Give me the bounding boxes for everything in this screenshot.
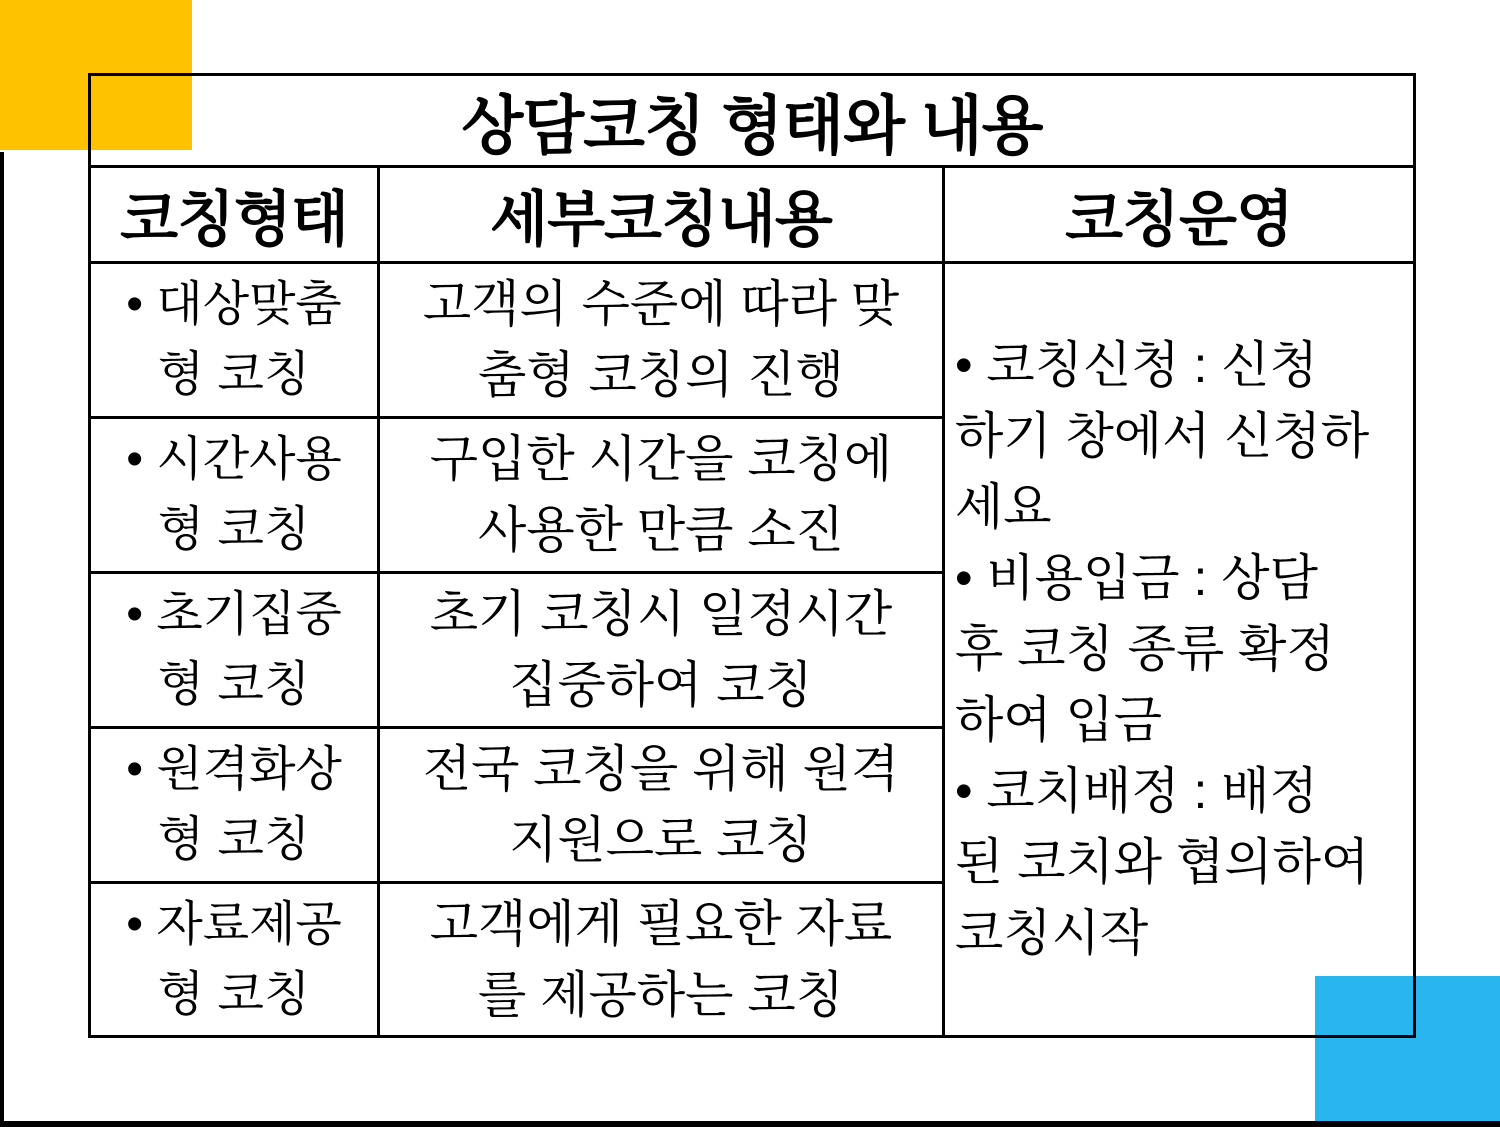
detail-line: 구입한 시간을 코칭에 xyxy=(429,431,893,487)
type-line: 형 코칭 xyxy=(157,813,311,866)
type-cell-row2 xyxy=(91,419,380,574)
type-cell-row4 xyxy=(91,729,380,884)
detail-cell-row1 xyxy=(380,264,945,419)
detail-cell-row3 xyxy=(380,574,945,729)
header-cell-type: 코칭형태 xyxy=(91,168,380,264)
type-line: 형 코칭 xyxy=(157,348,311,401)
detail-line: 고객에게 필요한 자료 xyxy=(429,895,893,952)
detail-line: 를 제공하는 코칭 xyxy=(478,966,844,1023)
type-line: • 초기집중 xyxy=(126,588,342,641)
type-line: 형 코칭 xyxy=(157,503,311,556)
coaching-table xyxy=(88,73,1416,1038)
operation-line: • 코치배정 : 배정 xyxy=(955,763,1318,819)
operation-line: 하여 입금 xyxy=(955,692,1163,748)
detail-line: 춤형 코칭의 진행 xyxy=(478,347,844,403)
operation-cell xyxy=(945,264,1413,1035)
operation-line: 후 코칭 종류 확정 xyxy=(955,621,1335,677)
type-cell-row1 xyxy=(91,264,380,419)
detail-line: 집중하여 코칭 xyxy=(509,657,813,713)
slide-frame-left-line xyxy=(0,152,4,1127)
detail-line: 사용한 만큼 소진 xyxy=(478,502,844,558)
detail-line: 초기 코칭시 일정시간 xyxy=(429,586,893,642)
slide-frame-bottom-line xyxy=(0,1121,1500,1127)
table-title: 상담코칭 형태와 내용 xyxy=(91,76,1413,168)
type-line: • 원격화상 xyxy=(126,743,342,796)
operation-line: 코칭시작 xyxy=(955,905,1149,961)
header-cell-operation: 코칭운영 xyxy=(945,168,1413,264)
operation-line: • 비용입금 : 상담 xyxy=(955,550,1318,606)
type-line: • 자료제공 xyxy=(126,897,342,951)
type-line: 형 코칭 xyxy=(157,967,311,1021)
operation-line: • 코칭신청 : 신청 xyxy=(955,337,1318,393)
operation-line: 세요 xyxy=(955,479,1052,535)
operation-line: 된 코치와 협의하여 xyxy=(955,834,1370,890)
detail-line: 지원으로 코칭 xyxy=(509,812,813,868)
type-cell-row5 xyxy=(91,884,380,1035)
header-cell-detail: 세부코칭내용 xyxy=(380,168,945,264)
detail-cell-row5 xyxy=(380,884,945,1035)
detail-line: 고객의 수준에 따라 맞 xyxy=(422,276,900,332)
detail-cell-row4 xyxy=(380,729,945,884)
detail-line: 전국 코칭을 위해 원격 xyxy=(422,741,900,797)
type-line: • 대상맞춤 xyxy=(126,278,342,331)
operation-line: 하기 창에서 신청하 xyxy=(955,408,1370,464)
type-cell-row3 xyxy=(91,574,380,729)
type-line: • 시간사용 xyxy=(126,433,342,486)
detail-cell-row2 xyxy=(380,419,945,574)
type-line: 형 코칭 xyxy=(157,658,311,711)
